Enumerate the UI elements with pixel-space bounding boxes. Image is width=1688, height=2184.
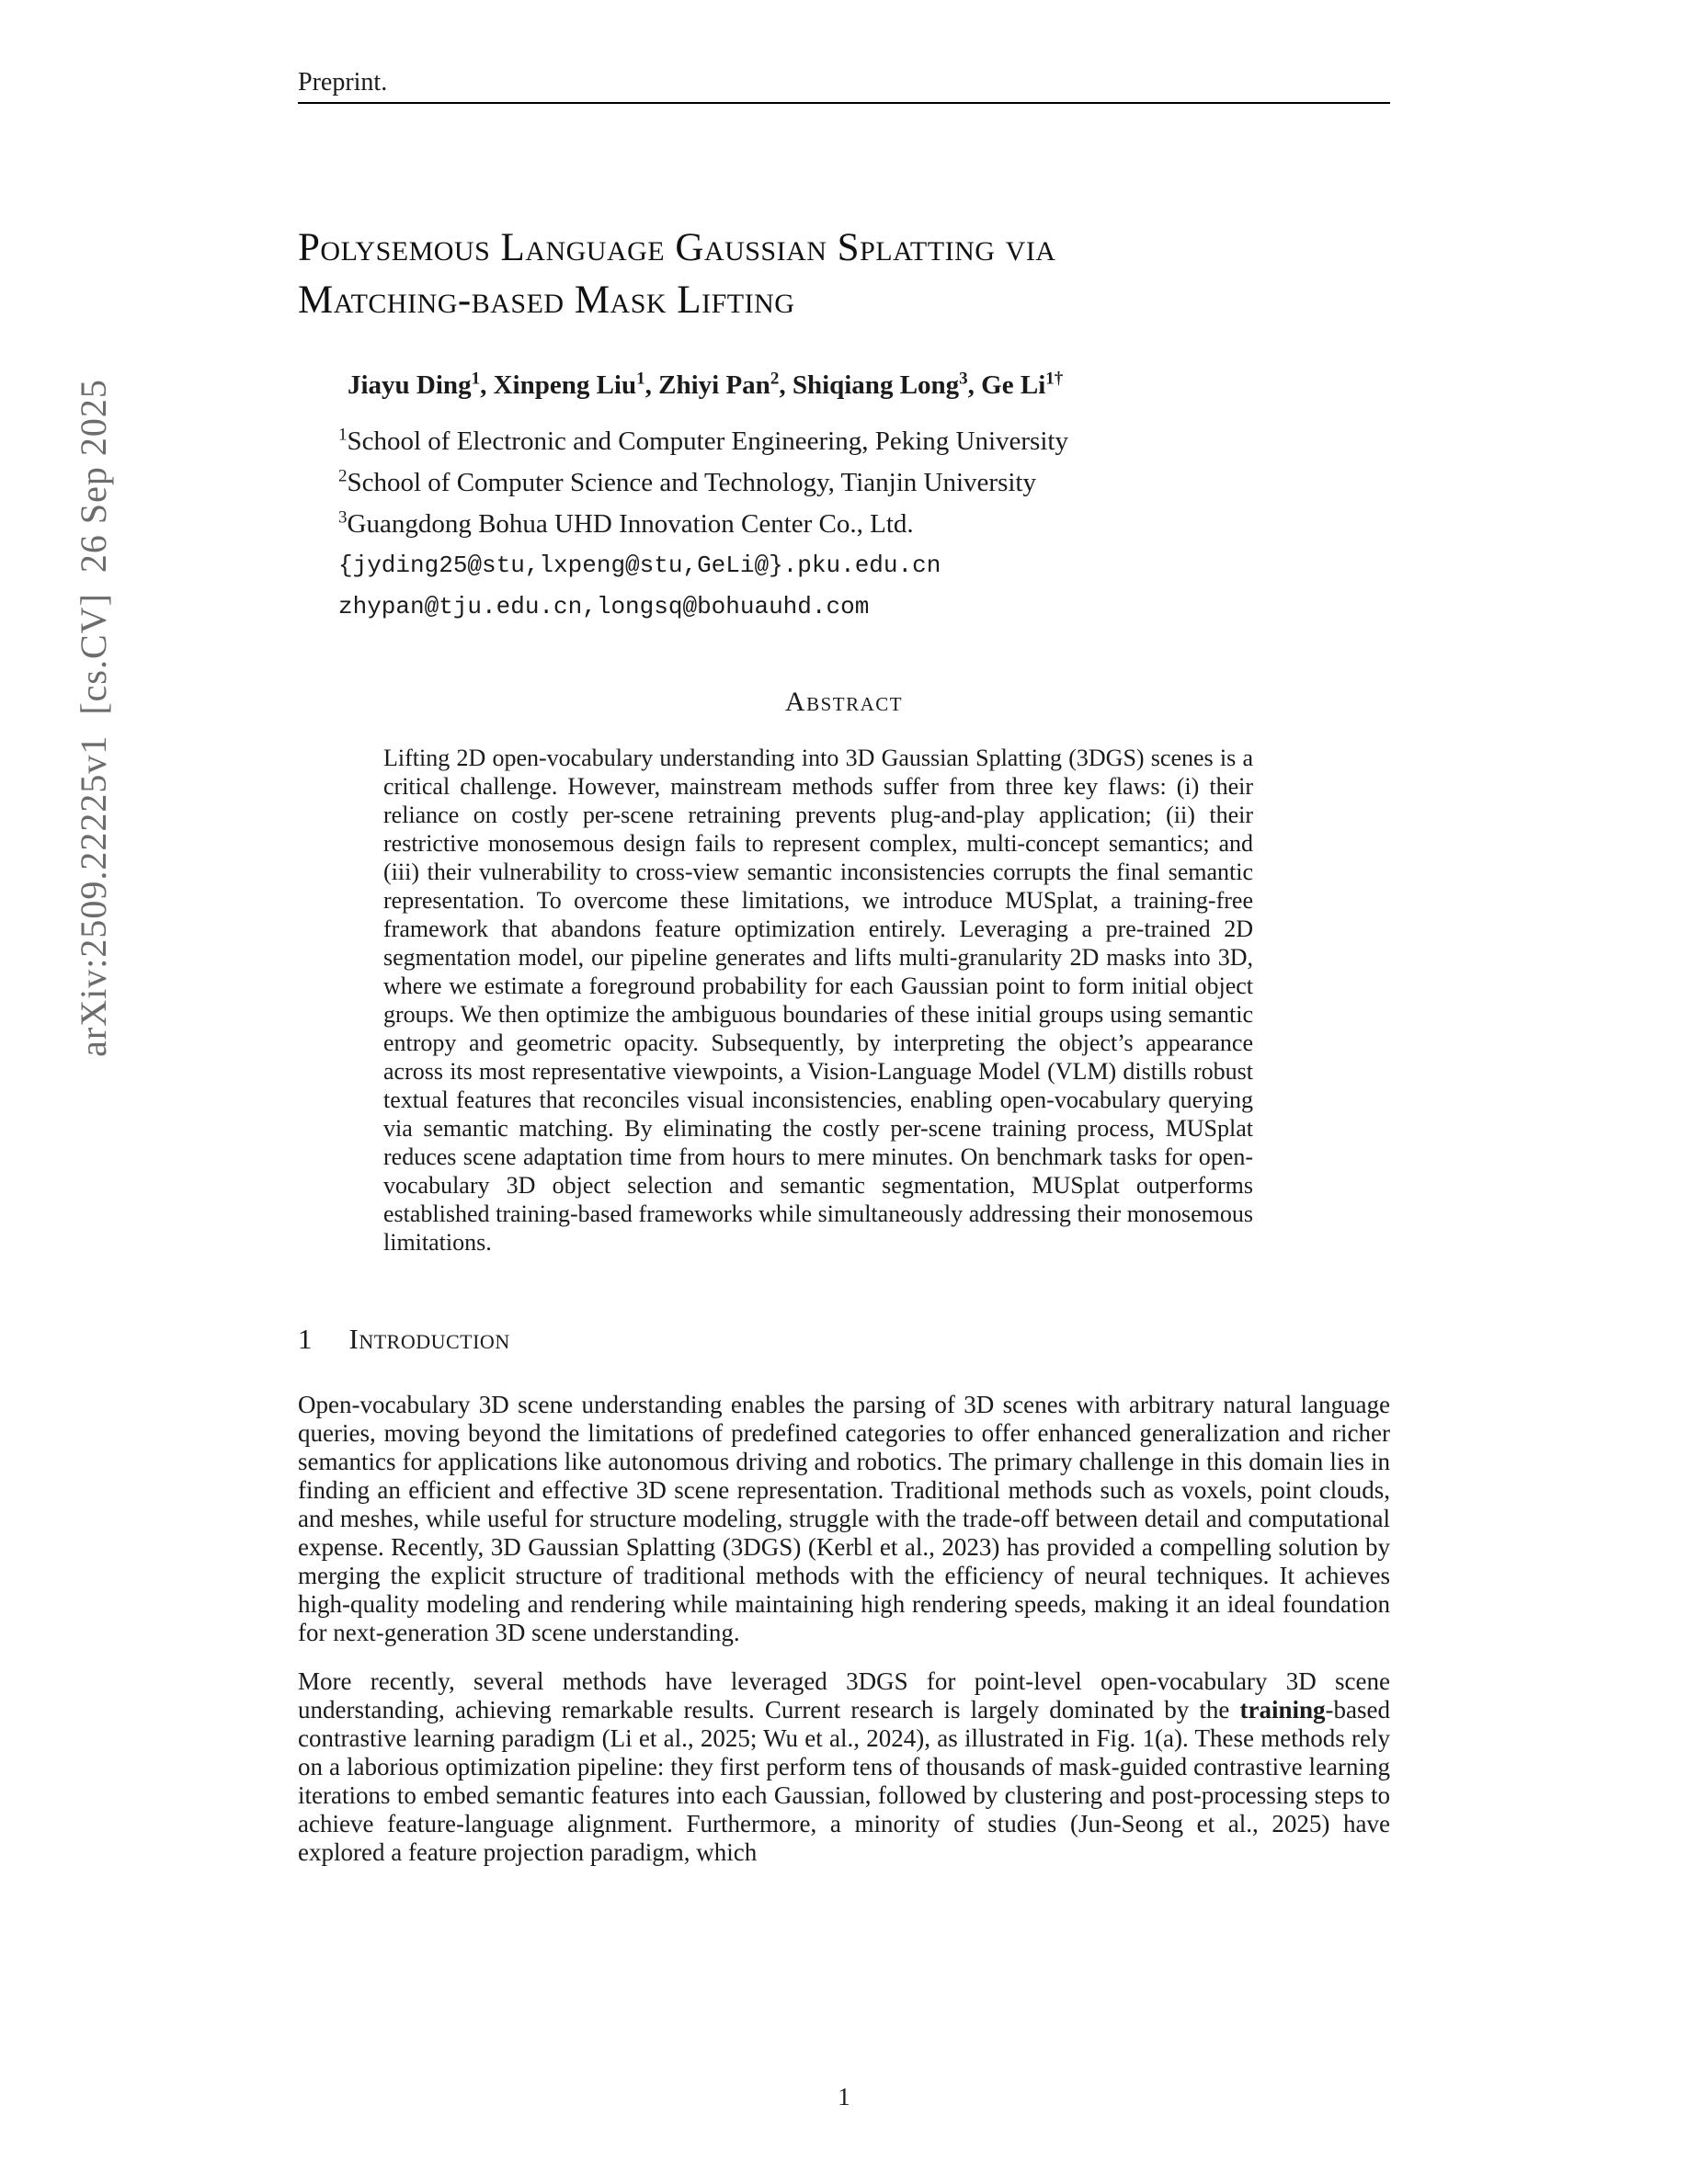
author-block [338,370,1390,628]
paper-title-line-1: Polysemous Language Gaussian Splatting via [298,226,1056,269]
author-name: Ge Li [981,370,1046,400]
intro-paragraph-1: Open-vocabulary 3D scene understanding enables the parsing of 3D scenes with arbitrary natural language queries, moving beyond the limitations of predefined categories to offer enhanced generalization and richer semantics for applications like autonomous driving and robotics. The primary challenge in this domain lies in finding an efficient and effective 3D scene representation. Traditional methods such as voxels, point clouds, and meshes, while useful for structure modeling, struggle with the trade-off between detail and computational expense. Recently, 3D Gaussian Splatting (3DGS) (Kerbl et al., 2023) has provided a compelling solution by merging the explicit structure of traditional methods with the efficiency of neural techniques. It achieves high-quality modeling and rendering while maintaining high rendering speeds, making it an ideal foundation for next-generation 3D scene understanding. [298,1391,1390,1646]
preprint-header: Preprint. [298,68,388,97]
author-separator: , [779,370,793,400]
affiliation-mark: 3 [338,507,348,528]
abstract-text: Lifting 2D open-vocabulary understanding into 3D Gaussian Splatting (3DGS) scenes is a critical challenge. However, mainstream methods suffer from three key flaws: (i) their reliance on costly per-scene retraining prevents plug-and-play application; (ii) their restrictive monosemous design fails to represent complex, multi-concept semantics; and (iii) their vulnerability to cross-view semantic inconsistencies corrupts the final semantic representation. To overcome these limitations, we introduce MUSplat, a training-free framework that abandons feature optimization entirely. Leveraging a pre-trained 2D segmentation model, our pipeline generates and lifts multi-granularity 2D masks into 3D, where we estimate a foreground probability for each Gaussian point to form initial object groups. We then optimize the ambiguous boundaries of these initial groups using semantic entropy and geometric opacity. Subsequently, by interpreting the object’s appearance across its most representative viewpoints, a Vision-Language Model (VLM) distills robust textual features that reconciles visual inconsistencies, enabling open-vocabulary querying via semantic matching. By eliminating the costly per-scene training process, MUSplat reduces scene adaptation time from hours to mere minutes. On benchmark tasks for open-vocabulary 3D object selection and semantic segmentation, MUSplat outperforms established training-based frameworks while simultaneously addressing their monosemous limitations. [383,745,1253,1256]
author-name: Shiqiang Long [792,370,960,400]
affiliation-mark: 2 [338,466,348,486]
section-number: 1 [298,1323,313,1355]
affiliation-1 [338,421,1390,462]
intro-paragraph-2-post: -based contrastive learning paradigm (Li et al., 2025; Wu et al., 2024), as illustrated in Fig. 1(a). These methods rely on a laborious optimization pipeline: they first perform tens of thousands of mask-guided contrastive learning iterations to embed semantic features into each Gaussian, followed by clustering and post-processing steps to achieve feature-language alignment. Furthermore, a minority of studies (Jun-Seong et al., 2025) have explored a feature projection paradigm, which [298,1696,1390,1866]
header-rule [298,102,1390,104]
arxiv-watermark-text: arXiv:2509.22225v1 [cs.CV] 26 Sep 2025 [73,379,114,1057]
author-affiliation-mark: 3 [959,369,968,389]
author-name: Zhiyi Pan [658,370,770,400]
affiliation-text: School of Electronic and Computer Engineering, Peking University [347,427,1068,456]
affiliation-mark: 1 [338,425,348,445]
author-separator: , [644,370,659,400]
paper-title [298,222,1390,326]
author-affiliation-mark: 1 [636,369,645,389]
abstract-heading: Abstract [784,687,904,717]
author-name: Xinpeng Liu [493,370,637,400]
page-number: 1 [838,2083,850,2110]
author-affiliation-mark: 1† [1045,369,1064,389]
intro-paragraph-2-bold: training [1239,1696,1326,1723]
author-affiliation-mark: 2 [770,369,780,389]
section-title: Introduction [348,1323,510,1355]
affiliation-email-block [338,421,1390,628]
paper-title-line-2: Matching-based Mask Lifting [298,279,795,322]
author-affiliation-mark: 1 [471,369,481,389]
email-line-1: {jyding25@stu,lxpeng@stu,GeLi@}.pku.edu.cn [338,552,941,579]
email-line-2: zhypan@tju.edu.cn,longsq@bohuauhd.com [338,593,870,620]
paper-page-content [298,0,1390,1867]
affiliation-text: Guangdong Bohua UHD Innovation Center Co., Ltd. [347,509,914,539]
intro-paragraph-2-pre: More recently, several methods have leveraged 3DGS for point-level open-vocabulary 3D scene understanding, achieving remarkable results. Current research is largely dominated by the [298,1667,1390,1723]
author-separator: , [967,370,982,400]
affiliation-3 [338,504,1390,545]
affiliation-text: School of Computer Science and Technology, Tianjin University [347,468,1036,497]
author-line [348,370,1390,401]
intro-paragraph-2 [298,1667,1390,1867]
author-name: Jiayu Ding [348,370,472,400]
author-separator: , [480,370,494,400]
affiliation-2 [338,462,1390,504]
arxiv-watermark [29,379,115,1077]
section-1-heading [298,1323,1390,1356]
